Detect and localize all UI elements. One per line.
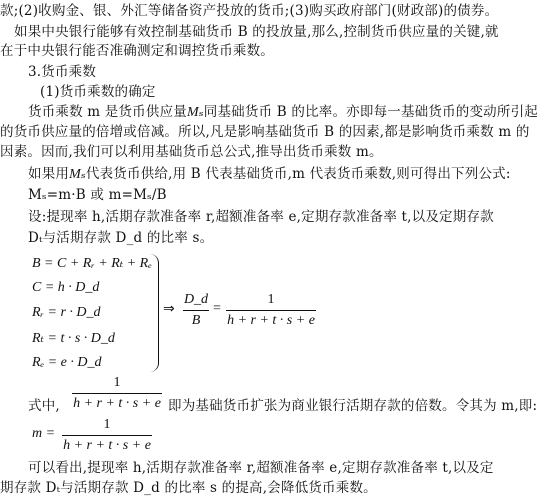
fraction-denominator: B	[191, 313, 201, 328]
fraction-bar	[183, 310, 209, 311]
paragraph-3-line-1-post: 同基础货币 B 的比率。亦即每一基础货币的变动所引起	[203, 104, 538, 120]
fraction-m-denominator: h + r + t · s + e	[63, 438, 151, 453]
equation-demand-reserve: Rᵣ = r · D_d	[32, 305, 101, 320]
paragraph-3-line-3: 因素。因而,我们可以利用基础货币总公式,推导出货币乘数 m。	[0, 144, 383, 160]
inline-fraction-one: 1	[113, 375, 121, 390]
system-brace	[150, 254, 159, 372]
inline-fraction-denominator: h + r + t · s + e	[73, 396, 161, 411]
fraction-bar-2	[226, 310, 316, 311]
equation-time-reserve: Rₜ = t · s · D_d	[32, 331, 115, 346]
paragraph-2-line-2: 在于中央银行能否准确测定和调控货币乘数。	[0, 43, 274, 59]
fraction-m-bar	[62, 435, 152, 436]
fraction-m-one: 1	[103, 417, 111, 432]
paragraph-4-line-1-post: 代表货币供给,用 B 代表基础货币,m 代表货币乘数,则可得出下列公式:	[85, 166, 511, 182]
inline-fraction	[72, 375, 162, 415]
paragraph-6-pre: 式中,	[28, 398, 60, 414]
paragraph-4-line-1-pre: 如果用	[28, 166, 70, 182]
implies-arrow: ⇒	[163, 301, 175, 317]
paragraph-5-line-1: 设:提现率 h,活期存款准备率 r,超额准备率 e,定期存款准备率 t,以及定期存款	[28, 209, 494, 225]
paragraph-6-post: 即为基础货币扩张为商业银行活期存款的倍数。令其为 m,即:	[168, 398, 538, 414]
m-equals: m =	[32, 426, 56, 441]
money-supply-symbol-2: Mₛ	[69, 167, 86, 182]
fraction-numerator: D_d	[183, 292, 209, 307]
equation-cash: C = h · D_d	[32, 280, 100, 295]
section-heading-3: 3.货币乘数	[28, 64, 97, 80]
paragraph-3-line-1	[28, 104, 538, 121]
fraction-one: 1	[267, 292, 275, 307]
paragraph-2-line-1: 如果中央银行能够有效控制基础货币 B 的投放量,那么,控制货币供应量的关键,就	[14, 24, 499, 40]
inline-fraction-bar	[72, 393, 162, 394]
paragraph-4-line-1	[28, 166, 511, 183]
paragraph-3-line-1-pre: 货币乘数 m 是货币供应量	[28, 104, 187, 120]
paragraph-1: 款;(2)收购金、银、外汇等储备资产投放的货币;(3)购买政府部门(财政部)的债券。	[0, 3, 499, 19]
paragraph-3-line-2: 的货币供应量的倍增或倍减。所以,凡是影响基础货币 B 的因素,都是影响货币乘数 m 的	[0, 124, 530, 140]
fraction-denominator-expr: h + r + t · s + e	[227, 313, 315, 328]
paragraph-7-line-1: 可以看出,提现率 h,活期存款准备率 r,超额准备率 e,定期存款准备率 t,以及定	[28, 460, 494, 476]
fraction-dd-over-b	[183, 292, 209, 332]
subsection-heading: (1)货币乘数的确定	[40, 84, 156, 100]
equals-sign: =	[213, 301, 221, 316]
fraction-multiplier	[226, 292, 316, 332]
formula-multiplier-definition: Mₛ=m·B 或 m=Mₛ/B	[28, 187, 167, 203]
equation-excess-reserve: Rₑ = e · D_d	[32, 355, 102, 370]
equation-base-money: B = C + Rᵣ + Rₜ + Rₑ	[32, 256, 152, 271]
paragraph-7-line-2: 期存款 Dₜ与活期存款 D_d 的比率 s 的提高,会降低货币乘数。	[0, 480, 377, 496]
money-supply-symbol: Mₛ	[186, 105, 204, 120]
paragraph-5-line-2: Dₜ与活期存款 D_d 的比率 s。	[28, 230, 214, 246]
fraction-m	[62, 417, 152, 457]
